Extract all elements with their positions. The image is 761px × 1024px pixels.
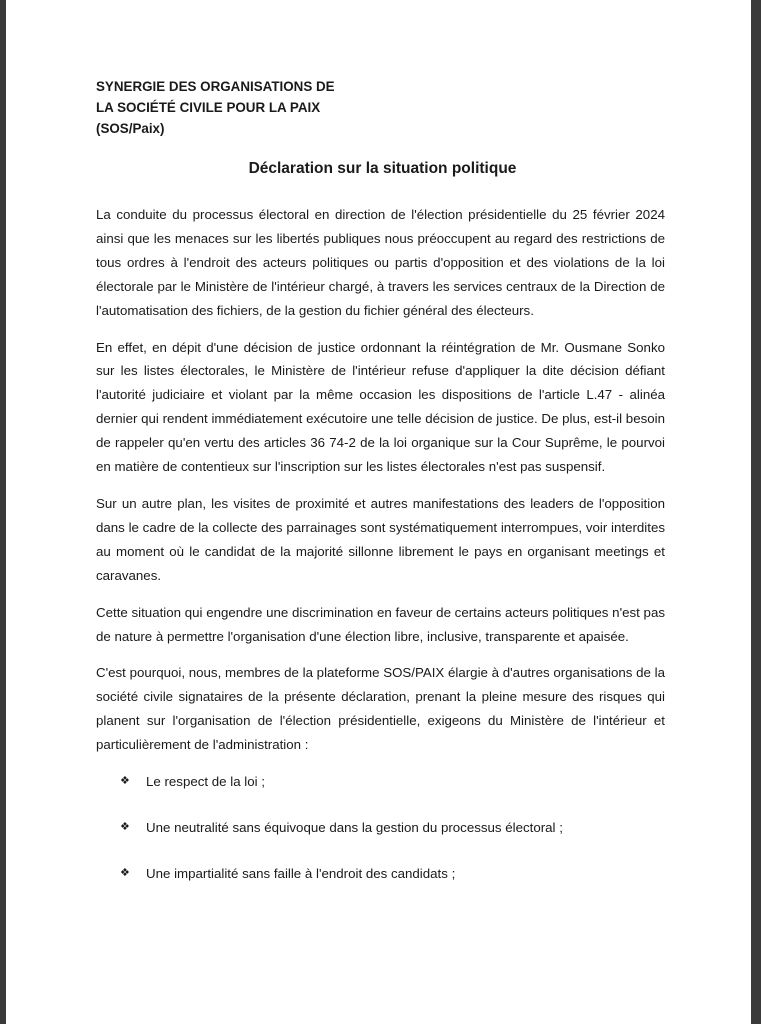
list-item-text: Une neutralité sans équivoque dans la gestion du processus électoral ;: [146, 819, 563, 835]
list-item-text: Le respect de la loi ;: [146, 774, 266, 790]
paragraph: Sur un autre plan, les visites de proximité et autres manifestations des leaders de l'opposition dans le cadre de la collecte des parrainages sont systématiquement interrompues, voir interdites au moment où le candidat de la majorité sillonne librement le pays en organisant meetings et caravanes.: [96, 495, 665, 583]
diamond-bullet-icon: ❖: [120, 775, 130, 788]
diamond-bullet-icon: ❖: [120, 866, 130, 879]
paragraph: C'est pourquoi, nous, membres de la plateforme SOS/PAIX élargie à d'autres organisations de la société civile signataires de la présente déclaration, prenant la pleine mesure des risques qui planent sur l'organisation de l'élection présidentielle, exigeons du Ministère de l'intérieur et particulièrement de l'administration :: [96, 665, 665, 753]
diamond-bullet-icon: ❖: [120, 820, 130, 833]
list-item-text: Une impartialité sans faille à l'endroit des candidats ;: [146, 865, 456, 881]
list-item: [120, 862, 665, 886]
document-body: [96, 203, 665, 908]
org-name-line-1: SYNERGIE DES ORGANISATIONS DE: [96, 79, 335, 94]
demands-list: [96, 770, 665, 886]
document-title: Déclaration sur la situation politique: [248, 160, 517, 177]
document-page: [6, 0, 751, 1024]
org-name-line-2: LA SOCIÉTÉ CIVILE POUR LA PAIX: [96, 100, 321, 115]
org-acronym: (SOS/Paix): [96, 121, 165, 136]
organization-header: [96, 76, 335, 139]
list-item: [120, 770, 665, 794]
paragraph: Cette situation qui engendre une discrimination en faveur de certains acteurs politiques n'est pas de nature à permettre l'organisation d'une élection libre, inclusive, transparente et apaisée.: [96, 604, 665, 644]
paragraph: La conduite du processus électoral en direction de l'élection présidentielle du 25 février 2024 ainsi que les menaces sur les libertés publiques nous préoccupent au regard des restrictions de tous ordres à l'endroit des acteurs politiques ou partis d'opposition et des violations de la loi électorale par le Ministère de l'intérieur chargé, à travers les services centraux de la Direction de l'automatisation des fichiers, de la gestion du fichier général des électeurs.: [96, 207, 665, 318]
list-item: [120, 816, 665, 840]
paragraph: En effet, en dépit d'une décision de justice ordonnant la réintégration de Mr. Ousmane Sonko sur les listes électorales, le Ministère de l'intérieur refuse d'appliquer la dite décision défiant l'autorité judiciaire et violant par la même occasion les dispositions de l'article L.47 - alinéa dernier qui rendent immédiatement exécutoire une telle décision de justice. De plus, est-il besoin de rappeler qu'en vertu des articles 36 74-2 de la loi organique sur la Cour Suprême, le pourvoi en matière de contentieux sur l'inscription sur les listes électorales n'est pas suspensif.: [96, 339, 665, 475]
document-sheet: [6, 0, 751, 1024]
